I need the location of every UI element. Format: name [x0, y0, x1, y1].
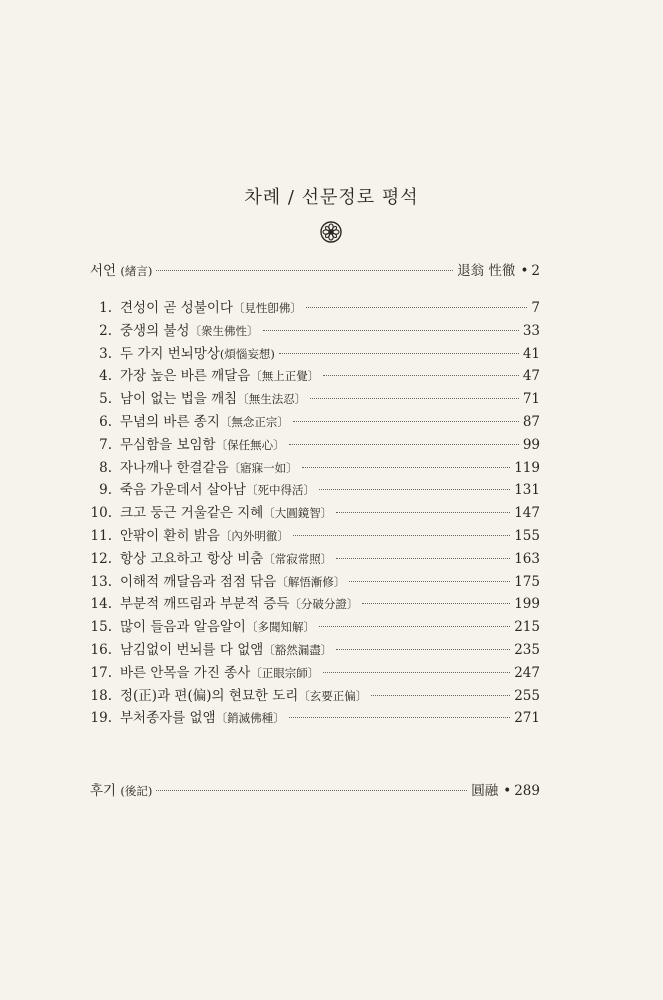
page-number: 119 — [514, 459, 540, 476]
entry-hanja: 〔寤寐一如〕 — [228, 460, 298, 475]
separator-dot: • — [520, 263, 529, 279]
dot-leader — [302, 467, 511, 468]
dot-leader — [362, 603, 510, 604]
toc-entry — [84, 684, 540, 706]
entry-title: 남이 없는 법을 깨침〔無生法忍〕 — [120, 391, 307, 408]
entry-title: 항상 고요하고 항상 비춤〔常寂常照〕 — [120, 550, 333, 567]
afterword-entry — [90, 779, 540, 801]
entry-number: 12. — [90, 550, 112, 567]
dot-leader — [336, 512, 510, 513]
dot-leader — [323, 672, 510, 673]
entry-number: 10. — [90, 505, 112, 522]
dot-leader — [336, 649, 510, 650]
page-number: 7 — [531, 300, 540, 316]
dot-leader — [336, 558, 510, 559]
page-number: 147 — [514, 505, 540, 522]
page-number: 99 — [522, 436, 540, 453]
entry-title: 바른 안목을 가진 종사〔正眼宗師〕 — [120, 664, 320, 681]
page-number: 47 — [522, 368, 540, 385]
page-number: 131 — [514, 482, 540, 499]
dot-leader — [310, 398, 519, 399]
toc-entry — [84, 478, 540, 500]
page-number: 71 — [522, 391, 540, 408]
dot-leader — [371, 695, 510, 696]
entry-title: 크고 둥근 거울같은 지혜〔大圓鏡智〕 — [120, 505, 333, 522]
entry-author: 退翁 性徹 — [457, 263, 516, 279]
entry-number: 4. — [99, 368, 112, 385]
dot-leader — [156, 790, 467, 791]
page-number: 215 — [514, 619, 540, 636]
entry-number: 7. — [99, 436, 112, 453]
toc-entry — [84, 592, 540, 614]
toc-entry — [84, 524, 540, 546]
toc-entry — [84, 387, 540, 409]
entry-author: 圓融 — [471, 783, 499, 799]
page-number: 175 — [514, 573, 540, 590]
entry-hanja: 〔銷滅佛種〕 — [215, 711, 285, 726]
dot-leader — [263, 330, 519, 331]
entry-number: 17. — [90, 664, 112, 681]
entry-hanja: 〔大圓鏡智〕 — [263, 506, 333, 521]
entry-number: 2. — [99, 322, 112, 339]
dot-leader — [349, 581, 510, 582]
entry-number: 9. — [99, 482, 112, 499]
dot-leader — [293, 535, 510, 536]
dot-leader — [279, 353, 519, 354]
entry-title: 남김없이 번뇌를 다 없앰〔豁然漏盡〕 — [120, 642, 333, 658]
page-number: 235 — [514, 642, 540, 658]
dot-leader — [319, 489, 510, 490]
entry-hanja: 〔豁然漏盡〕 — [263, 643, 333, 657]
separator-dot: • — [503, 783, 512, 799]
page-number: 155 — [514, 528, 540, 544]
dot-leader — [306, 307, 527, 308]
entry-title: 많이 들음과 알음알이〔多聞知解〕 — [120, 619, 315, 636]
page-number: 199 — [514, 596, 540, 613]
entry-number: 8. — [99, 459, 112, 476]
entry-number: 16. — [90, 642, 112, 658]
entry-number: 5. — [99, 391, 112, 408]
toc-entry — [84, 501, 540, 523]
entry-hanja: 〔無生法忍〕 — [237, 392, 307, 407]
page-number: 255 — [514, 687, 540, 704]
page-number: 163 — [514, 550, 540, 567]
entry-hanja: 〔分破分證〕 — [289, 597, 359, 612]
entry-title: 부처종자를 없앰〔銷滅佛種〕 — [120, 710, 285, 727]
entry-number: 14. — [90, 596, 112, 613]
entry-title: 후기 (後記) — [90, 783, 153, 799]
entry-number: 15. — [90, 619, 112, 636]
preface-entry — [90, 259, 540, 281]
toc-entry — [84, 296, 540, 318]
entry-title: 정(正)과 편(偏)의 현묘한 도리〔玄要正偏〕 — [120, 687, 368, 704]
dot-leader — [156, 270, 453, 271]
dot-leader — [289, 444, 519, 445]
entry-title: 서언 (緖言) — [90, 263, 153, 279]
entry-title: 중생의 불성〔衆生佛性〕 — [120, 322, 259, 339]
page-number: 33 — [522, 322, 540, 339]
page-number: 247 — [514, 664, 540, 681]
entry-title: 안팎이 환히 밝음〔內外明徹〕 — [120, 528, 289, 544]
entry-title: 자나깨나 한결같음〔寤寐一如〕 — [120, 459, 298, 476]
entry-hanja: 〔死中得活〕 — [245, 483, 315, 498]
toc-entry — [84, 342, 540, 364]
toc-entry — [84, 615, 540, 637]
page-number: 87 — [522, 414, 540, 430]
entry-hanja: (煩惱妄想) — [219, 346, 275, 361]
page-number: 271 — [514, 710, 540, 727]
entry-hanja: 〔常寂常照〕 — [263, 551, 333, 566]
entry-title: 죽음 가운데서 살아남〔死中得活〕 — [120, 482, 315, 499]
entry-title: 견성이 곧 성불이다〔見性卽佛〕 — [120, 300, 302, 316]
entry-title: 가장 높은 바른 깨달음〔無上正覺〕 — [120, 368, 320, 385]
page-number: 41 — [522, 345, 540, 362]
toc-entry — [84, 638, 540, 660]
toc-entry — [84, 547, 540, 569]
toc-entry — [84, 364, 540, 386]
entry-title: 무심함을 보임함〔保任無心〕 — [120, 436, 285, 453]
page-number: 2 — [531, 263, 540, 279]
entry-title: 이해적 깨달음과 점점 닦음〔解悟漸修〕 — [120, 573, 346, 590]
entry-number: 3. — [99, 345, 112, 362]
page-title: 차례 / 선문정로 평석 — [244, 187, 419, 208]
toc-entry — [84, 433, 540, 455]
toc-entry — [84, 319, 540, 341]
entry-hanja: 〔無上正覺〕 — [250, 369, 320, 384]
entry-title: 부분적 깨뜨림과 부분적 증득〔分破分證〕 — [120, 596, 359, 613]
entry-number: 18. — [90, 687, 112, 704]
entry-hanja: 〔多聞知解〕 — [245, 620, 315, 635]
toc-entry — [84, 410, 540, 432]
flower-ornament-icon — [320, 221, 342, 243]
dot-leader — [293, 421, 519, 422]
entry-hanja: 〔玄要正偏〕 — [298, 688, 368, 703]
entry-number: 13. — [90, 573, 112, 590]
toc-entry — [84, 570, 540, 592]
dot-leader — [319, 626, 510, 627]
entry-hanja: 〔無念正宗〕 — [219, 415, 289, 429]
entry-hanja: 〔解悟漸修〕 — [276, 574, 346, 589]
dot-leader — [323, 375, 519, 376]
toc-entry — [84, 706, 540, 728]
toc-entry — [84, 456, 540, 478]
entry-hanja: 〔內外明徹〕 — [219, 529, 289, 543]
entry-hanja: 〔衆生佛性〕 — [189, 323, 259, 338]
entry-number: 1. — [99, 300, 112, 316]
dot-leader — [289, 717, 511, 718]
entry-hanja: 〔正眼宗師〕 — [250, 665, 320, 680]
entry-title: 무념의 바른 종지〔無念正宗〕 — [120, 414, 289, 430]
entry-number: 19. — [90, 710, 112, 727]
entry-hanja: 〔保任無心〕 — [215, 437, 285, 452]
page-number: 289 — [514, 783, 540, 799]
entry-number: 11. — [90, 528, 112, 544]
toc-entry — [84, 661, 540, 683]
entry-number: 6. — [99, 414, 112, 430]
entry-hanja: 〔見性卽佛〕 — [232, 301, 302, 315]
entry-title: 두 가지 번뇌망상(煩惱妄想) — [120, 345, 275, 362]
